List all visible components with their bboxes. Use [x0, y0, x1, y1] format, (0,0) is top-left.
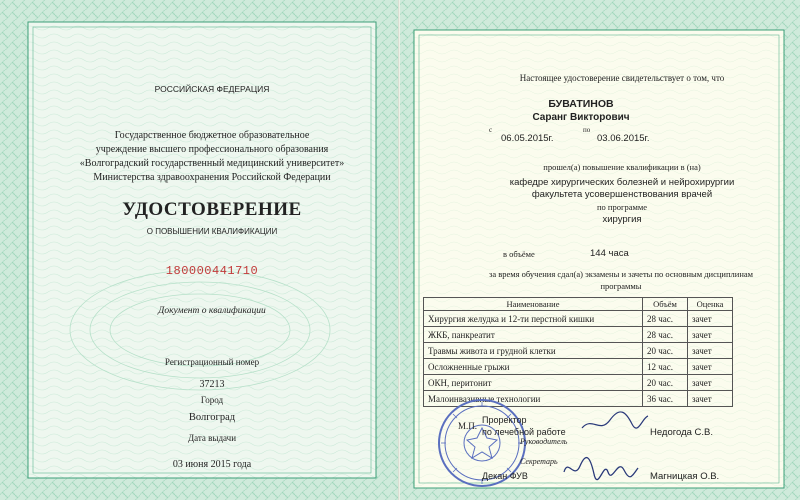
- discipline-name: Хирургия желудка и 12-ти перстной кишки: [424, 311, 643, 327]
- institution-line-4: Министерства здравоохранения Российской Федерации: [93, 172, 331, 183]
- department-line-1: кафедре хирургических болезней и нейрохирургии: [509, 177, 735, 188]
- institution-line-3: «Волгоградский государственный медицинский университет»: [79, 158, 345, 169]
- table-row: [424, 359, 733, 375]
- exams-text-line-2: программы: [600, 281, 642, 291]
- prorector-name: Недогода С.В.: [650, 427, 714, 438]
- stamp-place-label: М.П.: [458, 421, 478, 431]
- issue-date-label: Дата выдачи: [187, 433, 237, 443]
- discipline-name: ЖКБ, панкреатит: [424, 327, 643, 343]
- discipline-volume: 20 час.: [643, 343, 688, 359]
- prorector-signature: [580, 406, 650, 436]
- header-name: Наименование: [424, 298, 643, 311]
- volume-label: в объёме: [503, 249, 535, 259]
- table-row: [424, 327, 733, 343]
- volume-value: 144 часа: [590, 248, 629, 259]
- discipline-name: ОКН, перитонит: [424, 375, 643, 391]
- city-label: Город: [200, 395, 224, 405]
- discipline-grade: зачет: [688, 343, 733, 359]
- institution-line-1: Государственное бюджетное образовательное: [114, 130, 310, 141]
- secretary-label: Секретарь: [520, 457, 558, 466]
- discipline-volume: 28 час.: [643, 311, 688, 327]
- header-grade: Оценка: [688, 298, 733, 311]
- holder-given-names: Саранг Викторович: [532, 112, 630, 123]
- passed-label: прошел(а) повышение квалификации в (на): [543, 162, 701, 172]
- discipline-grade: зачет: [688, 391, 733, 407]
- city: Волгоград: [188, 412, 236, 423]
- dean-name: Магницкая О.В.: [650, 471, 720, 482]
- header-volume: Объём: [643, 298, 688, 311]
- dean-label: Декан ФУВ: [482, 471, 528, 481]
- table-header-row: [424, 298, 733, 311]
- prorector-title-line-2: по лечебной работе: [482, 427, 566, 437]
- discipline-name: Малоинвазивные технологии: [424, 391, 643, 407]
- discipline-name: Травмы живота и грудной клетки: [424, 343, 643, 359]
- discipline-grade: зачет: [688, 311, 733, 327]
- holder-surname: БУВАТИНОВ: [548, 98, 614, 110]
- document-title: УДОСТОВЕРЕНИЕ: [122, 199, 302, 220]
- reg-number-label: Регистрационный номер: [164, 357, 260, 367]
- date-to-label: по: [583, 126, 591, 134]
- discipline-volume: 36 час.: [643, 391, 688, 407]
- exams-text-line-1: за время обучения сдал(а) экзамены и зачеты по основным дисциплинам: [488, 269, 754, 279]
- country-name: РОССИЙСКАЯ ФЕДЕРАЦИЯ: [154, 84, 270, 94]
- reg-number: 37213: [199, 379, 225, 390]
- program-name: хирургия: [602, 214, 642, 225]
- document-kind: Документ о квалификации: [158, 306, 266, 316]
- disciplines-table: [423, 297, 733, 407]
- prorector-title-line-1: Проректор: [482, 415, 527, 425]
- discipline-volume: 20 час.: [643, 375, 688, 391]
- serial-number: 180000441710: [165, 264, 259, 278]
- table-row: [424, 375, 733, 391]
- date-from-label: с: [489, 126, 493, 134]
- dean-signature: [560, 450, 640, 486]
- date-from: 06.05.2015г.: [501, 133, 554, 144]
- discipline-volume: 28 час.: [643, 327, 688, 343]
- discipline-name: Осложненные грыжи: [424, 359, 643, 375]
- date-to: 03.06.2015г.: [597, 133, 650, 144]
- document-subtitle: О ПОВЫШЕНИИ КВАЛИФИКАЦИИ: [146, 227, 278, 236]
- discipline-grade: зачет: [688, 375, 733, 391]
- issue-date: 03 июня 2015 года: [172, 459, 252, 470]
- program-label: по программе: [596, 202, 648, 212]
- intro-text: Настоящее удостоверение свидетельствует о том, что: [519, 73, 725, 83]
- discipline-volume: 12 час.: [643, 359, 688, 375]
- institution-line-2: учреждение высшего профессионального образования: [95, 144, 329, 155]
- discipline-grade: зачет: [688, 359, 733, 375]
- table-row: [424, 311, 733, 327]
- discipline-grade: зачет: [688, 327, 733, 343]
- head-label: Руководитель: [520, 437, 568, 446]
- table-row: [424, 343, 733, 359]
- department-line-2: факультета усовершенствования врачей: [531, 189, 713, 200]
